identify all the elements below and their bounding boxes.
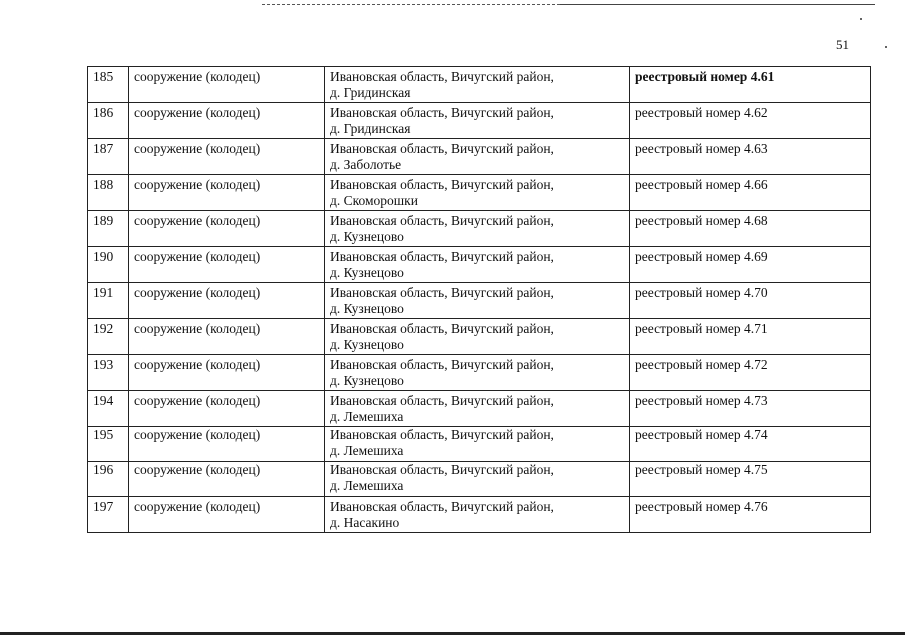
page-number: 51: [836, 37, 849, 52]
table-row: [88, 319, 871, 355]
location-region: Ивановская область, Вичугский район,: [330, 462, 554, 477]
location-village: д. Гридинская: [330, 121, 411, 136]
row-number: 186: [88, 103, 129, 139]
registry-number: реестровый номер 4.72: [630, 355, 871, 391]
location-village: д. Насакино: [330, 515, 400, 530]
object-type: сооружение (колодец): [129, 139, 325, 175]
row-number: 192: [88, 319, 129, 355]
object-location: [325, 247, 630, 283]
location-village: д. Кузнецово: [330, 337, 404, 352]
table-row: [88, 283, 871, 319]
registry-table: [87, 66, 871, 533]
object-type: сооружение (колодец): [129, 283, 325, 319]
object-type: сооружение (колодец): [129, 247, 325, 283]
location-village: д. Кузнецово: [330, 373, 404, 388]
object-location: [325, 103, 630, 139]
top-solid-rule: [560, 4, 875, 5]
location-village: д. Лемешиха: [330, 443, 404, 458]
registry-number: реестровый номер 4.66: [630, 175, 871, 211]
location-village: д. Лемешиха: [330, 478, 404, 493]
object-type: сооружение (колодец): [129, 391, 325, 427]
row-number: 191: [88, 283, 129, 319]
location-region: Ивановская область, Вичугский район,: [330, 69, 554, 84]
registry-number: реестровый номер 4.75: [630, 462, 871, 497]
object-location: [325, 497, 630, 533]
location-region: Ивановская область, Вичугский район,: [330, 249, 554, 264]
row-number: 190: [88, 247, 129, 283]
scan-speck: [885, 46, 887, 48]
registry-number: реестровый номер 4.62: [630, 103, 871, 139]
location-region: Ивановская область, Вичугский район,: [330, 357, 554, 372]
row-number: 194: [88, 391, 129, 427]
registry-number: реестровый номер 4.68: [630, 211, 871, 247]
location-village: д. Лемешиха: [330, 409, 404, 424]
row-number: 193: [88, 355, 129, 391]
location-region: Ивановская область, Вичугский район,: [330, 499, 554, 514]
registry-number: реестровый номер 4.69: [630, 247, 871, 283]
location-region: Ивановская область, Вичугский район,: [330, 427, 554, 442]
object-location: [325, 283, 630, 319]
bottom-rule: [0, 632, 905, 635]
object-location: [325, 139, 630, 175]
object-type: сооружение (колодец): [129, 355, 325, 391]
scan-speck: [860, 18, 862, 20]
object-location: [325, 462, 630, 497]
table-row: [88, 247, 871, 283]
row-number: 197: [88, 497, 129, 533]
registry-number: реестровый номер 4.61: [630, 67, 871, 103]
row-number: 188: [88, 175, 129, 211]
registry-number: реестровый номер 4.73: [630, 391, 871, 427]
location-region: Ивановская область, Вичугский район,: [330, 321, 554, 336]
object-type: сооружение (колодец): [129, 462, 325, 497]
table-row: [88, 355, 871, 391]
table-row: [88, 391, 871, 427]
table-row: [88, 67, 871, 103]
object-location: [325, 175, 630, 211]
registry-number: реестровый номер 4.63: [630, 139, 871, 175]
location-village: д. Заболотье: [330, 157, 402, 172]
object-location: [325, 211, 630, 247]
object-location: [325, 427, 630, 462]
table-row: [88, 103, 871, 139]
object-location: [325, 355, 630, 391]
registry-number: реестровый номер 4.76: [630, 497, 871, 533]
location-region: Ивановская область, Вичугский район,: [330, 393, 554, 408]
object-type: сооружение (колодец): [129, 175, 325, 211]
table-row: [88, 462, 871, 497]
object-type: сооружение (колодец): [129, 103, 325, 139]
location-region: Ивановская область, Вичугский район,: [330, 213, 554, 228]
registry-number: реестровый номер 4.74: [630, 427, 871, 462]
location-village: д. Кузнецово: [330, 301, 404, 316]
table-row: [88, 427, 871, 462]
row-number: 185: [88, 67, 129, 103]
location-region: Ивановская область, Вичугский район,: [330, 177, 554, 192]
table-row: [88, 139, 871, 175]
table-row: [88, 497, 871, 533]
location-village: д. Кузнецово: [330, 229, 404, 244]
object-type: сооружение (колодец): [129, 497, 325, 533]
location-region: Ивановская область, Вичугский район,: [330, 285, 554, 300]
row-number: 196: [88, 462, 129, 497]
table-row: [88, 211, 871, 247]
object-location: [325, 67, 630, 103]
object-type: сооружение (колодец): [129, 319, 325, 355]
object-location: [325, 319, 630, 355]
location-village: д. Гридинская: [330, 85, 411, 100]
row-number: 189: [88, 211, 129, 247]
registry-number: реестровый номер 4.71: [630, 319, 871, 355]
registry-number: реестровый номер 4.70: [630, 283, 871, 319]
object-type: сооружение (колодец): [129, 67, 325, 103]
row-number: 195: [88, 427, 129, 462]
object-type: сооружение (колодец): [129, 211, 325, 247]
object-location: [325, 391, 630, 427]
row-number: 187: [88, 139, 129, 175]
table-row: [88, 175, 871, 211]
location-region: Ивановская область, Вичугский район,: [330, 141, 554, 156]
object-type: сооружение (колодец): [129, 427, 325, 462]
location-region: Ивановская область, Вичугский район,: [330, 105, 554, 120]
location-village: д. Скоморошки: [330, 193, 418, 208]
location-village: д. Кузнецово: [330, 265, 404, 280]
